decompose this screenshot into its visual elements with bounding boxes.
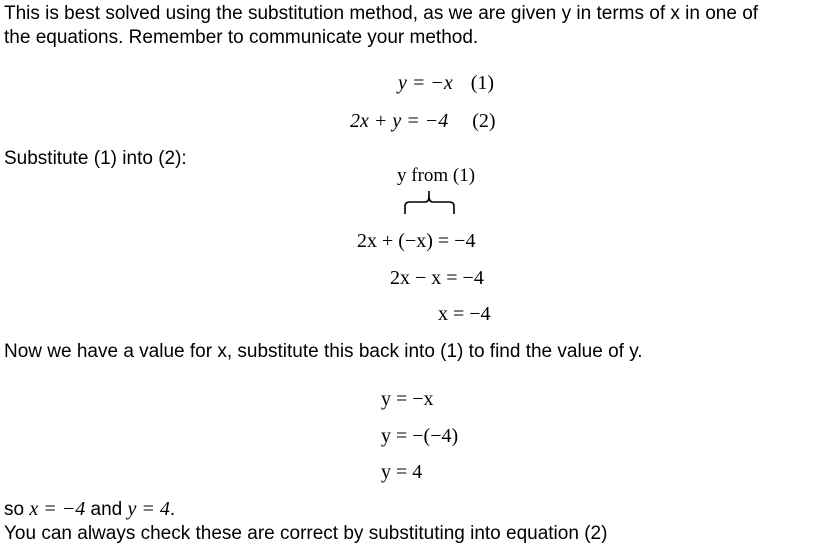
- conclusion-and: and: [90, 499, 123, 520]
- brace-label: y from (1): [397, 165, 476, 186]
- conclusion-x: x = −4: [29, 498, 86, 520]
- substitute-step-2: 2x − x = −4: [390, 267, 484, 289]
- conclusion-y: y = 4: [127, 498, 170, 520]
- intro-line-2: the equations. Remember to communicate your method.: [4, 27, 479, 48]
- back-substitute-text: Now we have a value for x, substitute this back into (1) to find the value of y.: [4, 341, 643, 362]
- conclusion-prefix: so: [4, 499, 25, 520]
- substitute-step-1: 2x + (−x) = −4: [357, 230, 476, 252]
- equation-1-tag: (1): [470, 72, 495, 94]
- curly-brace-icon: [400, 186, 460, 216]
- back-step-1: y = −x: [381, 388, 434, 410]
- conclusion-check: You can always check these are correct by substituting into equation (2): [4, 523, 608, 544]
- substitute-step-3: x = −4: [438, 303, 491, 325]
- substitute-heading: Substitute (1) into (2):: [4, 148, 187, 169]
- back-step-3: y = 4: [381, 461, 423, 483]
- conclusion-suffix: .: [169, 499, 176, 520]
- back-step-2: y = −(−4): [381, 425, 459, 447]
- equation-1: [398, 71, 494, 95]
- intro-line-1: This is best solved using the substitution method, as we are given y in terms of x in one of: [4, 3, 759, 24]
- equation-2: [350, 109, 496, 133]
- equation-2-body: 2x + y = −4: [350, 110, 449, 132]
- equation-1-body: y = −x: [398, 72, 453, 94]
- conclusion-line: [4, 498, 175, 521]
- equation-2-tag: (2): [472, 110, 496, 132]
